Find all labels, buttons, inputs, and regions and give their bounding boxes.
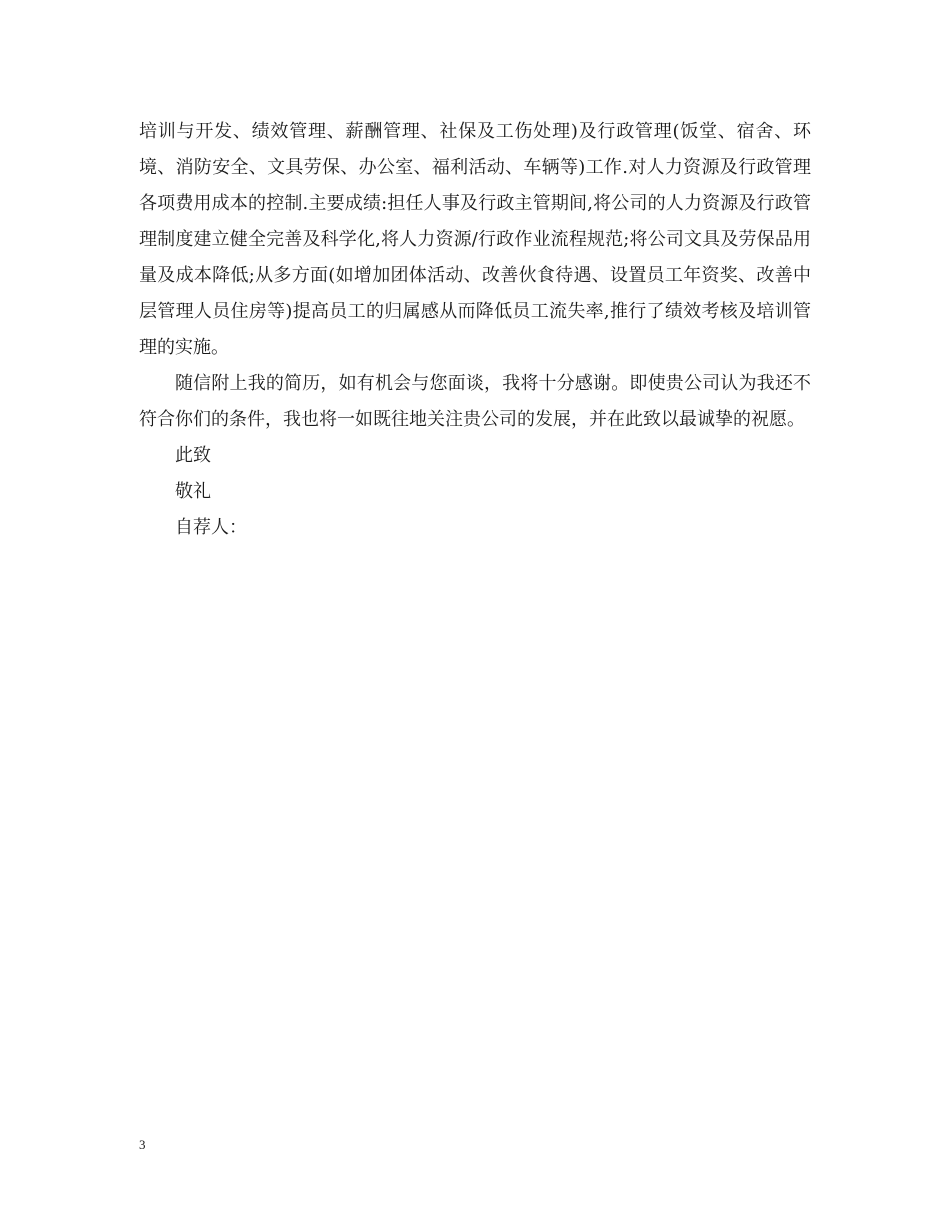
- paragraph-closing-remarks: 随信附上我的简历，如有机会与您面谈，我将十分感谢。即使贵公司认为我还不符合你们的条件，我也将一如既往地关注贵公司的发展，并在此致以最诚挚的祝愿。: [139, 373, 811, 430]
- signature-line: 自荐人：: [175, 517, 247, 538]
- letter-body: [139, 114, 811, 546]
- paragraph-continued: 培训与开发、绩效管理、薪酬管理、社保及工伤处理)及行政管理(饭堂、宿舍、环境、消防安全、文具劳保、办公室、福利活动、车辆等)工作.对人力资源及行政管理各项费用成本的控制.主要成绩:担任人事及行政主管期间,将公司的人力资源及行政管理制度建立健全完善及科学化,将人力资源/行政作业流程规范;将公司文具及劳保品用量及成本降低;从多方面(如增加团体活动、改善伙食待遇、设置员工年资奖、改善中层管理人员住房等)提高员工的归属感从而降低员工流失率,推行了绩效考核及培训管理的实施。: [139, 121, 811, 358]
- salutation-line: 此致: [175, 445, 211, 466]
- page-number: 3: [139, 1137, 146, 1152]
- regards-line: 敬礼: [175, 481, 211, 502]
